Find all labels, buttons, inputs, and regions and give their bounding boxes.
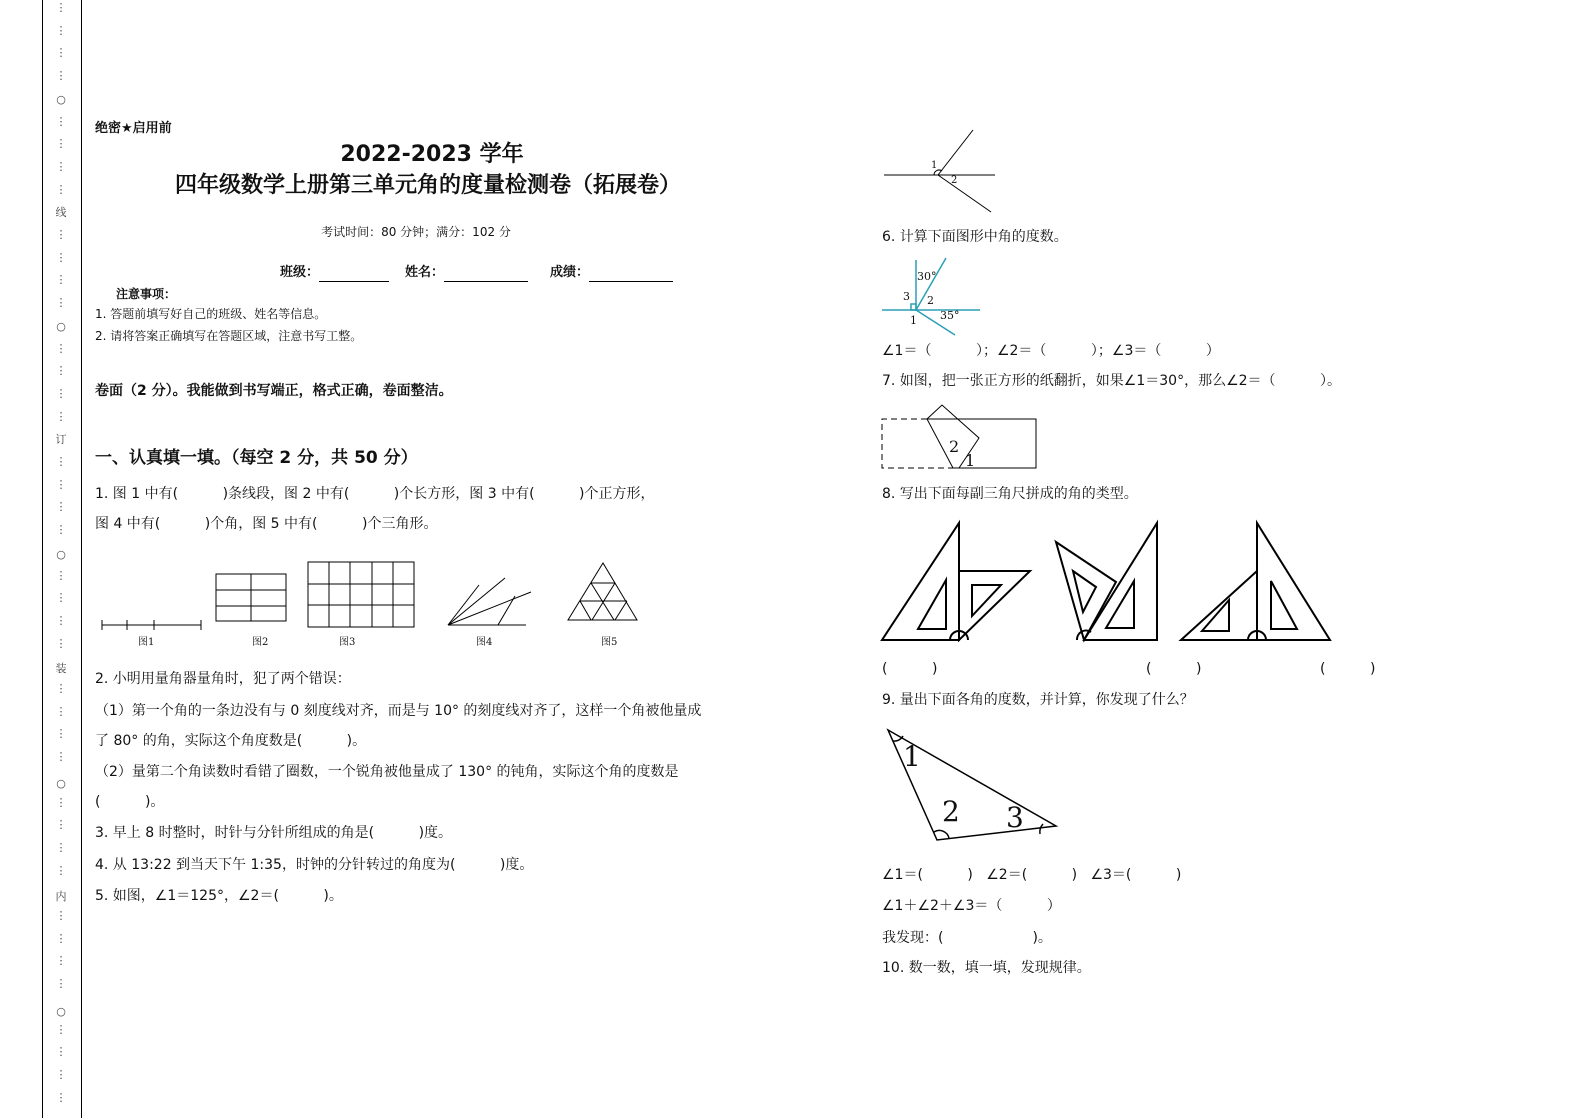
question-5: 5. 如图，∠1＝125°，∠2＝( )。 <box>95 888 343 904</box>
angle-label: 1 <box>903 740 921 773</box>
binding-dots: ⋮ <box>55 273 67 287</box>
q9-figure <box>0 0 1 1</box>
question-6-answers: ∠1＝（ ）；∠2＝（ ）；∠3＝（ ） <box>882 343 1220 359</box>
angle-label: 3 <box>903 290 910 303</box>
angle-label: 1 <box>910 314 917 327</box>
angle-label: 30° <box>917 270 937 283</box>
binding-circle-icon: ○ <box>56 548 66 561</box>
question-2-part-1-cont: 了 80° 的角，实际这个角度数是( )。 <box>95 733 367 749</box>
class-field[interactable] <box>280 264 389 282</box>
binding-dots: ⋮ <box>55 1090 67 1104</box>
question-9: 9. 量出下面各角的度数，并计算，你发现了什么？ <box>882 692 1194 708</box>
binding-dots: ⋮ <box>55 23 67 37</box>
name-label: 姓名： <box>405 265 445 280</box>
binding-dots: ⋮ <box>55 455 67 468</box>
binding-circle-icon: ○ <box>56 1005 66 1018</box>
binding-circle-icon: ○ <box>56 93 66 106</box>
binding-dots: ⋮ <box>55 250 67 264</box>
binding-circle-icon: ○ <box>56 777 66 790</box>
binding-dots: ⋮ <box>55 682 67 695</box>
question-2-part-2-cont: ( )。 <box>95 794 165 810</box>
q9-answers: ∠1＝( ) ∠2＝( ) ∠3＝( ) <box>882 867 1182 883</box>
binding-dots: ⋮ <box>55 750 67 764</box>
binding-dots: ⋮ <box>55 818 67 832</box>
note-item: 2. 请将答案正确填写在答题区域，注意书写工整。 <box>95 329 363 343</box>
binding-dots: ⋮ <box>55 1 67 14</box>
binding-dots: ⋮ <box>55 1022 67 1036</box>
question-6: 6. 计算下面图形中角的度数。 <box>882 229 1068 245</box>
q9-finding: 我发现：( )。 <box>882 930 1052 946</box>
class-label: 班级： <box>280 265 320 280</box>
question-2: 2. 小明用量角器量角时，犯了两个错误： <box>95 671 351 687</box>
exam-year: 2022-2023 学年 <box>340 142 524 167</box>
binding-dots: ⋮ <box>55 1045 67 1059</box>
angle-label: 1 <box>931 160 938 171</box>
name-field[interactable] <box>405 264 528 282</box>
binding-circle-icon: ○ <box>56 320 66 333</box>
neatness-note: 卷面（2 分）。我能做到书写端正，格式正确，卷面整洁。 <box>95 383 453 399</box>
binding-dots: ⋮ <box>55 364 67 378</box>
binding-dots: ⋮ <box>55 523 67 537</box>
binding-dots: ⋮ <box>55 409 67 423</box>
figure-caption: 图5 <box>601 637 618 648</box>
q8-answer: ( ) <box>1146 661 1202 677</box>
question-7: 7. 如图，把一张正方形的纸翻折，如果∠1＝30°，那么∠2＝（ ）。 <box>882 373 1342 389</box>
question-10: 10. 数一数，填一填，发现规律。 <box>882 960 1091 976</box>
binding-dots: ⋮ <box>55 182 67 196</box>
binding-dots: ⋮ <box>55 500 67 514</box>
binding-dots: ⋮ <box>55 954 67 968</box>
q8-answer: ( ) <box>882 661 938 677</box>
section-title: 一、认真填一填。（每空 2 分，共 50 分） <box>95 448 418 468</box>
binding-label: 内 <box>55 890 67 903</box>
q8-answer: ( ) <box>1320 661 1376 677</box>
figure-caption: 图2 <box>252 637 269 648</box>
angle-label: 35° <box>940 309 960 322</box>
binding-dots: ⋮ <box>55 613 67 627</box>
angle-label: 2 <box>942 795 960 828</box>
note-item: 1. 答题前填写好自己的班级、姓名等信息。 <box>95 307 327 321</box>
score-label: 成绩： <box>550 265 590 280</box>
angle-label: 1 <box>965 451 976 470</box>
angle-label: 2 <box>949 437 960 456</box>
angle-label: 2 <box>951 175 958 186</box>
binding-dots: ⋮ <box>55 46 67 60</box>
binding-dots: ⋮ <box>55 636 67 650</box>
question-8: 8. 写出下面每副三角尺拼成的角的类型。 <box>882 486 1138 502</box>
binding-dots: ⋮ <box>55 1067 67 1081</box>
binding-dots: ⋮ <box>55 477 67 491</box>
binding-dots: ⋮ <box>55 727 67 741</box>
binding-dots: ⋮ <box>55 296 67 310</box>
page-title: 四年级数学上册第三单元角的度量检测卷（拓展卷） <box>174 173 682 198</box>
binding-label: 订 <box>55 433 67 446</box>
binding-dots: ⋮ <box>55 840 67 854</box>
binding-label: 线 <box>55 206 67 219</box>
figure-caption: 图1 <box>138 637 155 648</box>
binding-dots: ⋮ <box>55 795 67 809</box>
angle-label: 3 <box>1006 801 1024 834</box>
binding-dots: ⋮ <box>55 931 67 945</box>
question-1-line-1: 1. 图 1 中有( )条线段，图 2 中有( )个长方形，图 3 中有( )个正方形， <box>95 486 655 502</box>
binding-dots: ⋮ <box>55 863 67 877</box>
binding-dots: ⋮ <box>55 137 67 151</box>
confidential-label: 绝密★启用前 <box>95 121 172 136</box>
question-2-part-2: （2）量第二个角读数时看错了圈数，一个锐角被他量成了 130° 的钝角，实际这个角的度数是 <box>95 764 679 780</box>
score-field[interactable] <box>550 264 673 282</box>
question-3: 3. 早上 8 时整时，时针与分针所组成的角是( )度。 <box>95 825 453 841</box>
angle-label: 2 <box>927 294 934 307</box>
binding-dots: ⋮ <box>55 909 67 922</box>
binding-dots: ⋮ <box>55 159 67 173</box>
binding-dots: ⋮ <box>55 228 67 241</box>
binding-line-outer <box>42 0 43 1118</box>
binding-dots: ⋮ <box>55 704 67 718</box>
binding-dots: ⋮ <box>55 114 67 128</box>
question-4: 4. 从 13:22 到当天下午 1:35，时钟的分针转过的角度为( )度。 <box>95 857 534 873</box>
binding-label: 装 <box>55 662 67 675</box>
binding-dots: ⋮ <box>55 591 67 605</box>
notes-title: 注意事项： <box>116 287 177 301</box>
question-2-part-1: （1）第一个角的一条边没有与 0 刻度线对齐，而是与 10° 的刻度线对齐了，这样一个角被他量成 <box>95 703 702 719</box>
binding-dots: ⋮ <box>55 69 67 83</box>
binding-dots: ⋮ <box>55 341 67 355</box>
figure-caption: 图3 <box>339 637 356 648</box>
binding-dots: ⋮ <box>55 386 67 400</box>
binding-dots: ⋮ <box>55 977 67 991</box>
q9-sum: ∠1＋∠2＋∠3＝（ ） <box>882 898 1061 914</box>
exam-info: 考试时间：80 分钟；满分：102 分 <box>321 225 511 239</box>
binding-dots: ⋮ <box>55 568 67 582</box>
figure-caption: 图4 <box>476 637 493 648</box>
binding-line-inner <box>81 0 82 1118</box>
question-1-line-2: 图 4 中有( )个角，图 5 中有( )个三角形。 <box>95 516 438 532</box>
